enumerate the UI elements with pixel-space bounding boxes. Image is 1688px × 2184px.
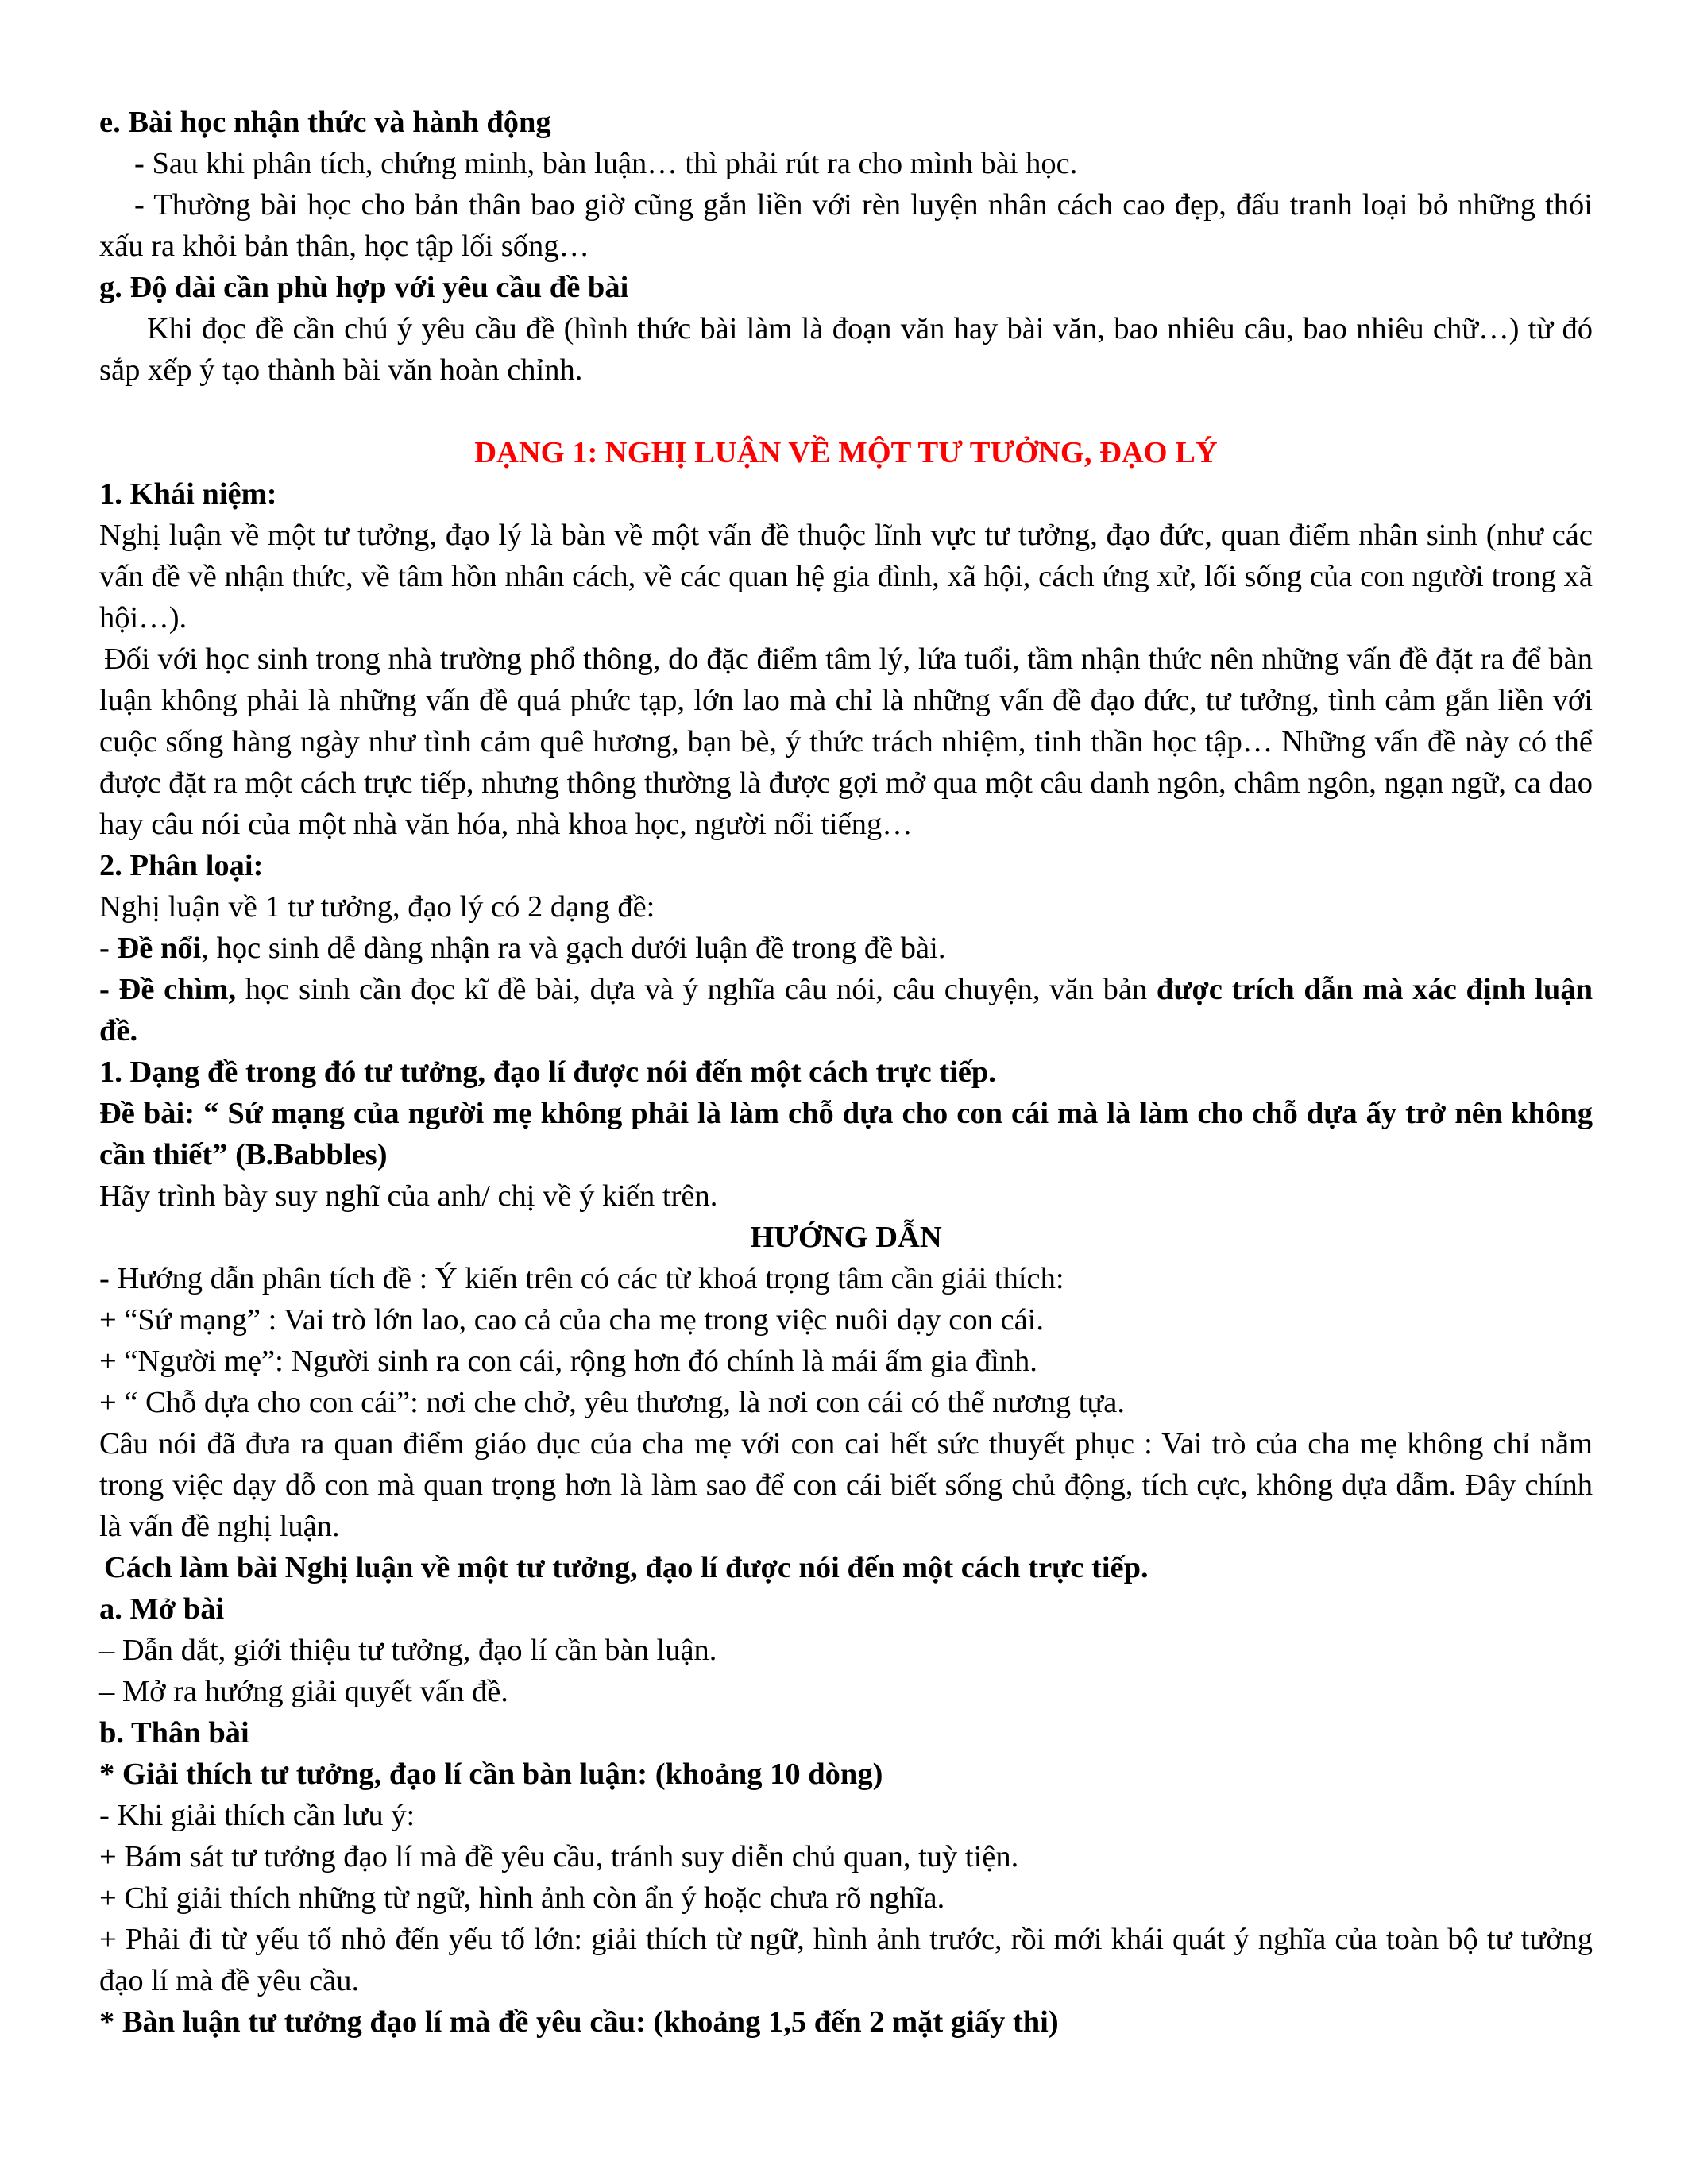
section-heading-g: g. Độ dài cần phù hợp với yêu cầu đề bài — [99, 271, 629, 304]
paragraph: - Sau khi phân tích, chứng minh, bàn luận… thì phải rút ra cho mình bài học. — [134, 147, 1078, 180]
section-heading-khai-niem: 1. Khái niệm: — [99, 477, 277, 511]
list-item: + Chỉ giải thích những từ ngữ, hình ảnh còn ẩn ý hoặc chưa rõ nghĩa. — [99, 1881, 945, 1915]
list-item — [99, 969, 1593, 1051]
definition-text: , học sinh dễ dàng nhận ra và gạch dưới luận đề trong đề bài. — [201, 932, 946, 965]
paragraph: Nghị luận về một tư tưởng, đạo lý là bàn về một vấn đề thuộc lĩnh vực tư tưởng, đạo đức, quan điểm nhân sinh (như các vấn đề về nhận thức, về tâm hồn nhân cách, về các quan hệ gia đình, xã hội, cách ứng xử, lối sống của con người trong xã hội…). — [99, 519, 1593, 635]
paragraph: Câu nói đã đưa ra quan điểm giáo dục của cha mẹ với con cai hết sức thuyết phục : Vai trò của cha mẹ không chỉ nằm trong việc dạy dỗ con mà quan trọng hơn là làm sao để con cái biết sống chủ động, tích cực, không dựa dẫm. Đây chính là vấn đề nghị luận. — [99, 1427, 1593, 1543]
spacer — [99, 391, 1593, 432]
subsection-heading: 1. Dạng đề trong đó tư tưởng, đạo lí được nói đến một cách trực tiếp. — [99, 1055, 996, 1089]
section-heading-mo-bai: a. Mở bài — [99, 1592, 225, 1626]
list-item — [99, 928, 1593, 969]
definition-text: học sinh cần đọc kĩ đề bài, dựa và ý nghĩa câu nói, câu chuyện, văn bản — [236, 973, 1157, 1006]
list-item: + Phải đi từ yếu tố nhỏ đến yếu tố lớn: giải thích từ ngữ, hình ảnh trước, rồi mới khái quát ý nghĩa của toàn bộ tư tưởng đạo lí mà đề yêu cầu. — [99, 1923, 1593, 1997]
term-de-noi: - Đề nổi — [99, 932, 202, 965]
list-item: – Mở ra hướng giải quyết vấn đề. — [99, 1675, 508, 1708]
chapter-title: DẠNG 1: NGHỊ LUẬN VỀ MỘT TƯ TƯỞNG, ĐẠO LÝ — [474, 436, 1218, 469]
list-item: – Dẫn dắt, giới thiệu tư tưởng, đạo lí cần bàn luận. — [99, 1634, 717, 1667]
document-page — [99, 102, 1593, 2043]
list-item: + “ Chỗ dựa cho con cái”: nơi che chở, yêu thương, là nơi con cái có thể nương tựa. — [99, 1386, 1126, 1419]
paragraph: - Thường bài học cho bản thân bao giờ cũng gắn liền với rèn luyện nhân cách cao đẹp, đấu tranh loại bỏ những thói xấu ra khỏi bản thân, học tập lối sống… — [99, 188, 1593, 263]
paragraph: Nghị luận về 1 tư tưởng, đạo lý có 2 dạng đề: — [99, 890, 655, 924]
paragraph: - Hướng dẫn phân tích đề : Ý kiến trên có các từ khoá trọng tâm cần giải thích: — [99, 1262, 1064, 1295]
guide-heading: HƯỚNG DẪN — [750, 1221, 942, 1254]
subsection-heading: Cách làm bài Nghị luận về một tư tưởng, đạo lí được nói đến một cách trực tiếp. — [104, 1551, 1149, 1584]
paragraph: Đối với học sinh trong nhà trường phổ thông, do đặc điểm tâm lý, lứa tuổi, tầm nhận thức nên những vấn đề đặt ra để bàn luận không phải là những vấn đề quá phức tạp, lớn lao mà chỉ là những vấn đề đạo đức, tư tưởng, tình cảm gắn liền với cuộc sống hàng ngày như tình cảm quê hương, bạn bè, ý thức trách nhiệm, tinh thần học tập… Những vấn đề này có thể được đặt ra một cách trực tiếp, nhưng thông thường là được gợi mở qua một câu danh ngôn, châm ngôn, ngạn ngữ, ca dao hay câu nói của một nhà văn hóa, nhà khoa học, người nổi tiếng… — [99, 642, 1593, 841]
section-heading-phan-loai: 2. Phân loại: — [99, 849, 264, 882]
subsection-heading: * Giải thích tư tưởng, đạo lí cần bàn luận: (khoảng 10 dòng) — [99, 1758, 883, 1791]
list-item: + “Người mẹ”: Người sinh ra con cái, rộng hơn đó chính là mái ấm gia đình. — [99, 1345, 1037, 1378]
paragraph: - Khi giải thích cần lưu ý: — [99, 1799, 415, 1832]
section-heading-than-bai: b. Thân bài — [99, 1716, 249, 1750]
paragraph: Khi đọc đề cần chú ý yêu cầu đề (hình thức bài làm là đoạn văn hay bài văn, bao nhiêu câu, bao nhiêu chữ…) từ đó sắp xếp ý tạo thành bài văn hoàn chỉnh. — [99, 312, 1593, 387]
subsection-heading: * Bàn luận tư tưởng đạo lí mà đề yêu cầu: (khoảng 1,5 đến 2 mặt giấy thi) — [99, 2005, 1059, 2039]
term-de-chim: - Đề chìm, — [99, 973, 237, 1006]
exam-prompt: Đề bài: “ Sứ mạng của người mẹ không phải là làm chỗ dựa cho con cái mà là làm cho chỗ dựa ấy trở nên không cần thiết” (B.Babbles) — [99, 1097, 1593, 1171]
emphasis-text: được trích dẫn mà xác định luận đề. — [99, 973, 1593, 1048]
paragraph: Hãy trình bày suy nghĩ của anh/ chị về ý kiến trên. — [99, 1179, 718, 1213]
list-item: + “Sứ mạng” : Vai trò lớn lao, cao cả của cha mẹ trong việc nuôi dạy con cái. — [99, 1303, 1045, 1337]
list-item: + Bám sát tư tưởng đạo lí mà đề yêu cầu, tránh suy diễn chủ quan, tuỳ tiện. — [99, 1840, 1019, 1873]
section-heading-e: e. Bài học nhận thức và hành động — [99, 106, 551, 139]
